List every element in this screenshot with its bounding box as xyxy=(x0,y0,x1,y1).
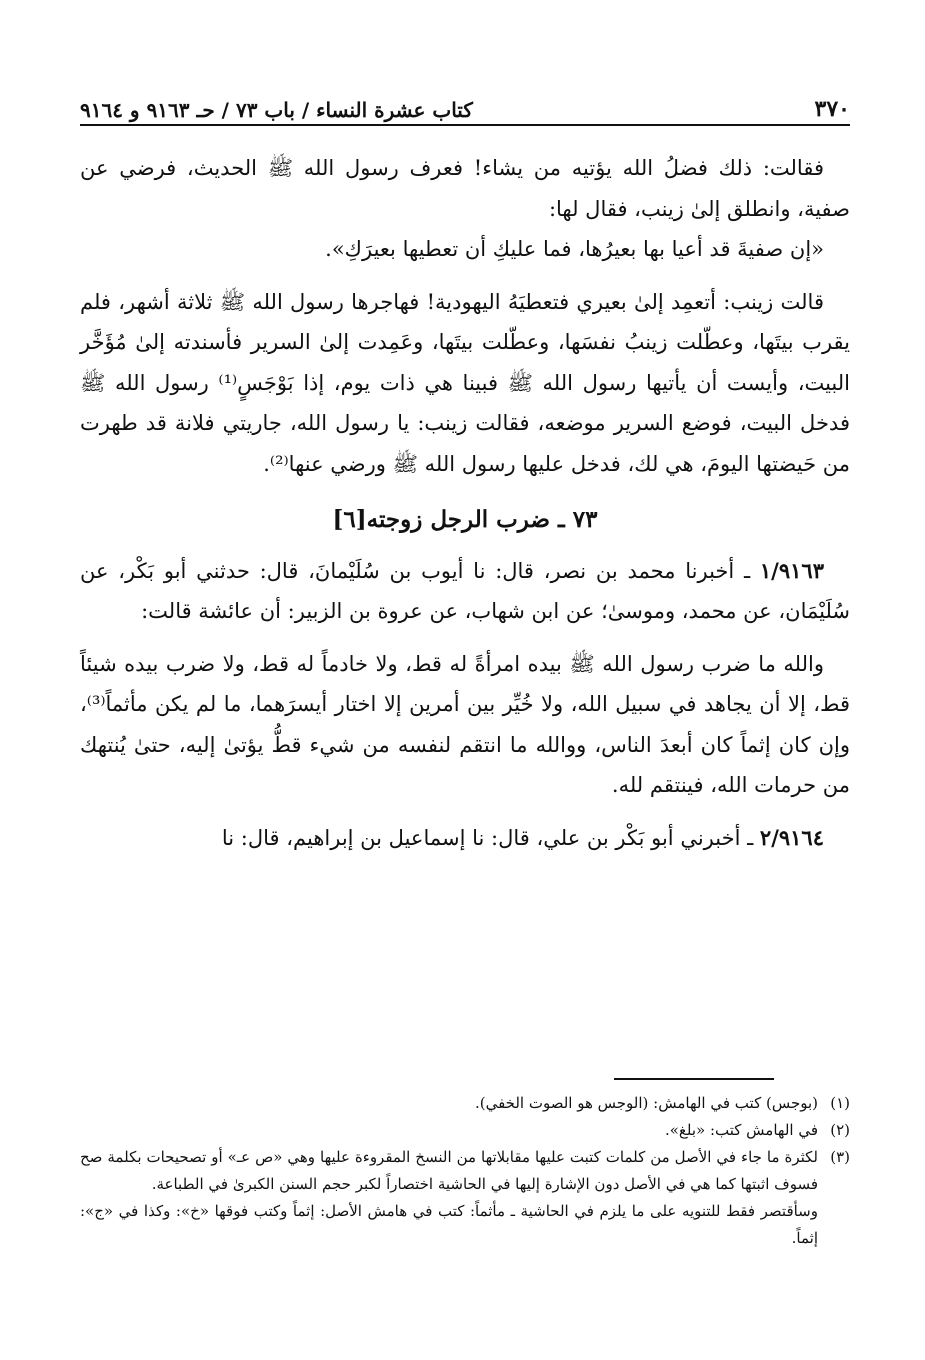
prophet-quote: «إن صفيةَ قد أعيا بها بعيرُها، فما عليكِ أن تعطيها بعيرَكِ». xyxy=(325,237,824,261)
page-body xyxy=(80,148,850,858)
hadith-2-number: ٢/٩١٦٤ xyxy=(759,824,824,850)
footnote-text: في الهامش كتب: «بلغ». xyxy=(664,1121,818,1139)
footnote-number: (١) xyxy=(830,1094,850,1112)
hadith-1-isnad xyxy=(80,551,850,632)
footnote-number: (٣) xyxy=(830,1148,850,1166)
running-head: كتاب عشرة النساء / باب ٧٣ / حـ ٩١٦٣ و ٩١٦٤ xyxy=(80,98,473,122)
footnote-separator xyxy=(614,1078,774,1080)
hadith-2-isnad xyxy=(80,818,850,859)
footnote-3-continuation: وسأقتصر فقط للتنويه على ما يلزم في الحاشية ـ مأثماً: كتب في هامش الأصل: إثماً وكتب فوقها «خ»: وكذا في «ج»: إثماً. xyxy=(80,1202,818,1247)
page-number: ٣٧٠ xyxy=(814,96,850,122)
footnotes xyxy=(80,1090,850,1252)
paragraph-3: قالت زينب: أتعمِد إلىٰ بعيري فتعطيَهُ اليهودية! فهاجرها رسول الله ﷺ ثلاثة أشهر، فلم يقرب بيتَها، وعطّلت زينبُ نفسَها، وعطّلت بيتَها، وعَمِدت إلىٰ السرير فأسندته إلىٰ مُؤَخَّر البيت، وأيست أن يأتيها رسول الله ﷺ فبينا هي ذات يوم، إذا بَوْجَسٍ⁽¹⁾ رسول الله ﷺ فدخل البيت، فوضع السرير موضعه، فقالت زينب: يا رسول الله، جاريتي فلانة قد طهرت من حَيضتها اليومَ، هي لك، فدخل عليها رسول الله ﷺ ورضي عنها⁽²⁾. xyxy=(80,289,851,476)
section-title: ٧٣ ـ ضرب الرجل زوجته[٦] xyxy=(332,506,598,533)
footnote-text: لكثرة ما جاء في الأصل من كلمات كتبت عليها مقابلاتها من النسخ المقروءة عليها وهي «ص عـ» أو تصحيحات بكلمة صح فسوف اثبتها كما هي في الأصل دون الإشارة إليها في الحاشية اختصاراً لكبر حجم السنن الكبرىٰ في الطباعة. xyxy=(80,1148,818,1193)
page-header xyxy=(80,86,850,126)
footnote-3 xyxy=(80,1144,850,1198)
hadith-2-isnad-text: ـ أخبرني أبو بَكْر بن علي، قال: نا إسماعيل بن إبراهيم، قال: نا xyxy=(221,825,754,850)
hadith-1-matn: والله ما ضرب رسول الله ﷺ بيده امرأةً له قط، ولا خادماً له قط، ولا ضرب بيده شيئاً قط، إلا أن يجاهد في سبيل الله، ولا خُيِّر بين أمرين إلا اختار أيسرَهما، ما لم يكن مأثماً⁽³⁾، وإن كان إثماً كان أبعدَ الناس، ووالله ما انتقم لنفسه من شيء قطُّ يؤتىٰ إليه، حتىٰ يُنتهك من حرمات الله، فينتقم لله. xyxy=(80,651,850,797)
hadith-1-isnad-text: ـ أخبرنا محمد بن نصر، قال: نا أيوب بن سُلَيْمانَ، قال: حدثني أبو بَكْر، عن سُلَيْمَان، عن محمد، وموسىٰ؛ عن ابن شهاب، عن عروة بن الزبير: أن عائشة قالت: xyxy=(80,558,850,623)
footnote-text: (بوجس) كتب في الهامش: (الوجس هو الصوت الخفي). xyxy=(474,1094,818,1112)
footnote-2 xyxy=(80,1117,850,1144)
footnote-1 xyxy=(80,1090,850,1117)
footnote-number: (٢) xyxy=(830,1121,850,1139)
paragraph-1: فقالت: ذلك فضلُ الله يؤتيه من يشاء! فعرف رسول الله ﷺ الحديث، فرضي عن صفية، وانطلق إلىٰ زينب، فقال لها: xyxy=(80,156,850,221)
hadith-1-number: ١/٩١٦٣ xyxy=(759,557,824,583)
